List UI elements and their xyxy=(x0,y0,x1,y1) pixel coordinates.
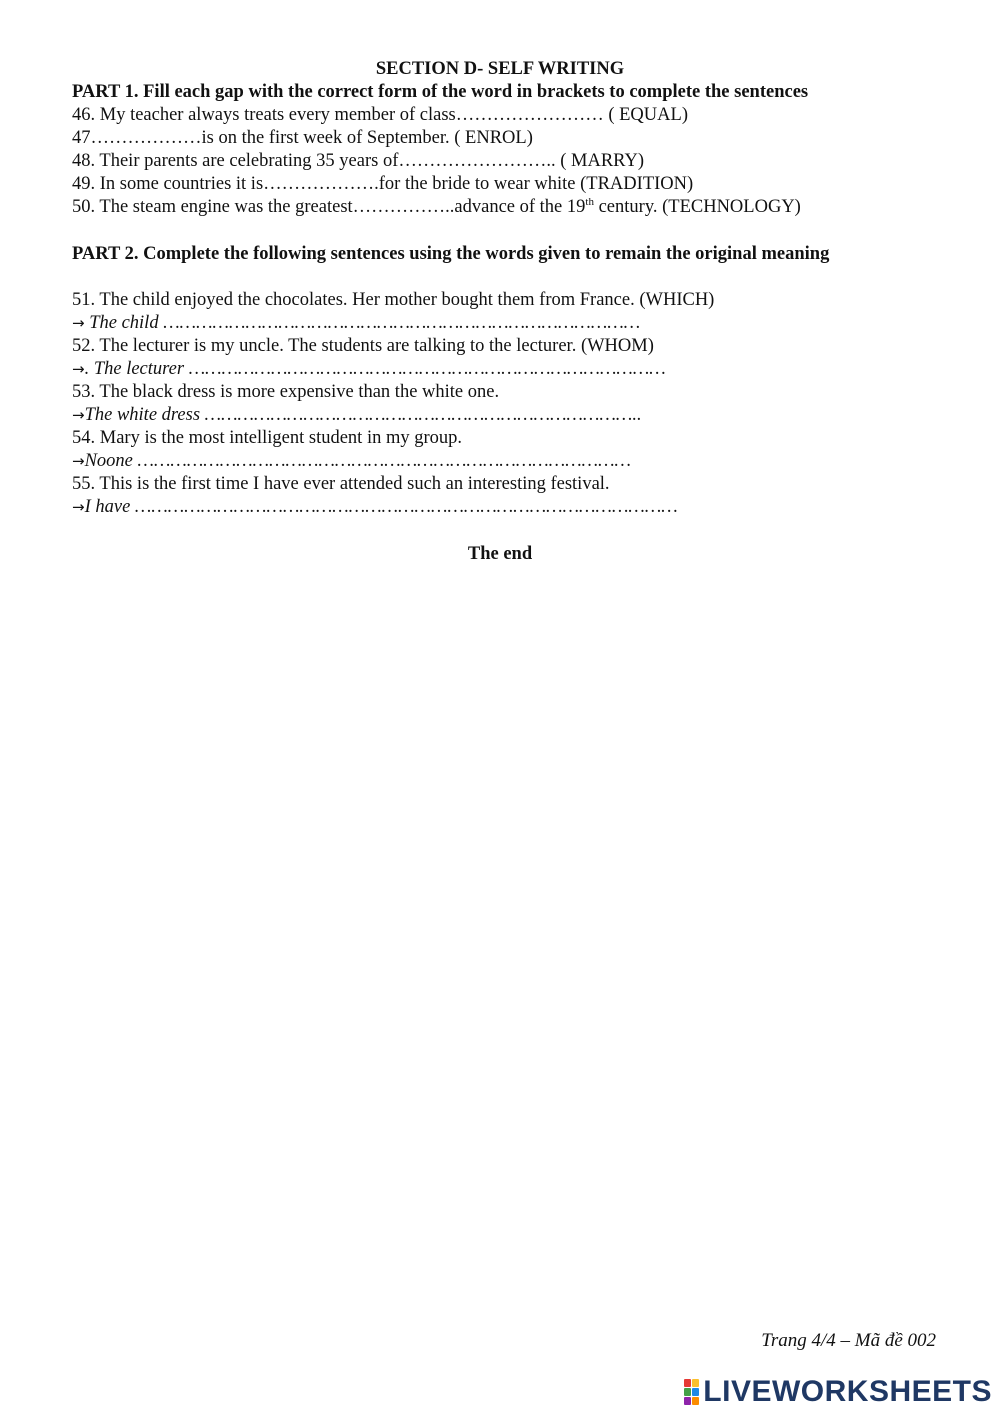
arrow-icon: → xyxy=(72,452,85,470)
question-50 xyxy=(72,196,960,219)
logo-square xyxy=(692,1388,699,1396)
answer-52-text: . The lecturer …………………………………………………………………………… xyxy=(84,359,666,379)
answer-55 xyxy=(72,496,960,519)
question-51: 51. The child enjoyed the chocolates. Her mother bought them from France. (WHICH) xyxy=(72,290,715,310)
question-46: 46. My teacher always treats every member of class…………………… ( EQUAL) xyxy=(72,105,688,125)
answer-54 xyxy=(72,450,960,473)
liveworksheets-brand xyxy=(684,1375,992,1409)
section-title: SECTION D- SELF WRITING xyxy=(375,59,625,79)
page-footer: Trang 4/4 – Mã đề 002 xyxy=(761,1330,936,1351)
question-48: 48. Their parents are celebrating 35 years of…………………….. ( MARRY) xyxy=(72,151,645,171)
question-55: 55. This is the first time I have ever attended such an interesting festival. xyxy=(72,474,610,494)
arrow-icon: → xyxy=(72,498,85,516)
answer-51 xyxy=(72,312,960,335)
question-47: 47………………is on the first week of September. ( ENROL) xyxy=(72,128,533,148)
question-50-text: 50. The steam engine was the greatest……………..advance of the 19 xyxy=(72,197,586,217)
logo-square xyxy=(684,1388,691,1396)
brand-name: LIVEWORKSHEETS xyxy=(703,1375,992,1408)
arrow-icon: → xyxy=(72,360,85,378)
question-49: 49. In some countries it is……………….for the bride to wear white (TRADITION) xyxy=(72,174,694,194)
part1-heading: PART 1. Fill each gap with the correct form of the word in brackets to complete the sentences xyxy=(72,82,809,102)
logo-square xyxy=(684,1397,691,1405)
question-54: 54. Mary is the most intelligent student in my group. xyxy=(72,428,463,448)
end-text: The end xyxy=(467,544,533,564)
answer-54-text: Noone ……………………………………………………………………………… xyxy=(84,451,631,471)
logo-square xyxy=(684,1379,691,1387)
arrow-icon: → xyxy=(72,314,85,332)
answer-55-text: I have ……………………………………………………………………………………… xyxy=(84,497,678,517)
arrow-icon: → xyxy=(72,406,85,424)
question-50-rest: century. (TECHNOLOGY) xyxy=(593,197,801,217)
logo-square xyxy=(692,1379,699,1387)
answer-51-text: The child …………………………………………………………………………… xyxy=(89,313,641,333)
answer-53 xyxy=(72,404,960,427)
question-53: 53. The black dress is more expensive than the white one. xyxy=(72,382,500,402)
question-52: 52. The lecturer is my uncle. The students are talking to the lecturer. (WHOM) xyxy=(72,336,654,356)
part2-heading: PART 2. Complete the following sentences using the words given to remain the original meaning xyxy=(72,244,830,264)
answer-52 xyxy=(72,358,960,381)
logo-square xyxy=(692,1397,699,1405)
answer-53-text: The white dress …………………………………………………………………….. xyxy=(84,405,642,425)
liveworksheets-logo-icon xyxy=(684,1379,699,1405)
ordinal-suffix: th xyxy=(585,196,594,208)
